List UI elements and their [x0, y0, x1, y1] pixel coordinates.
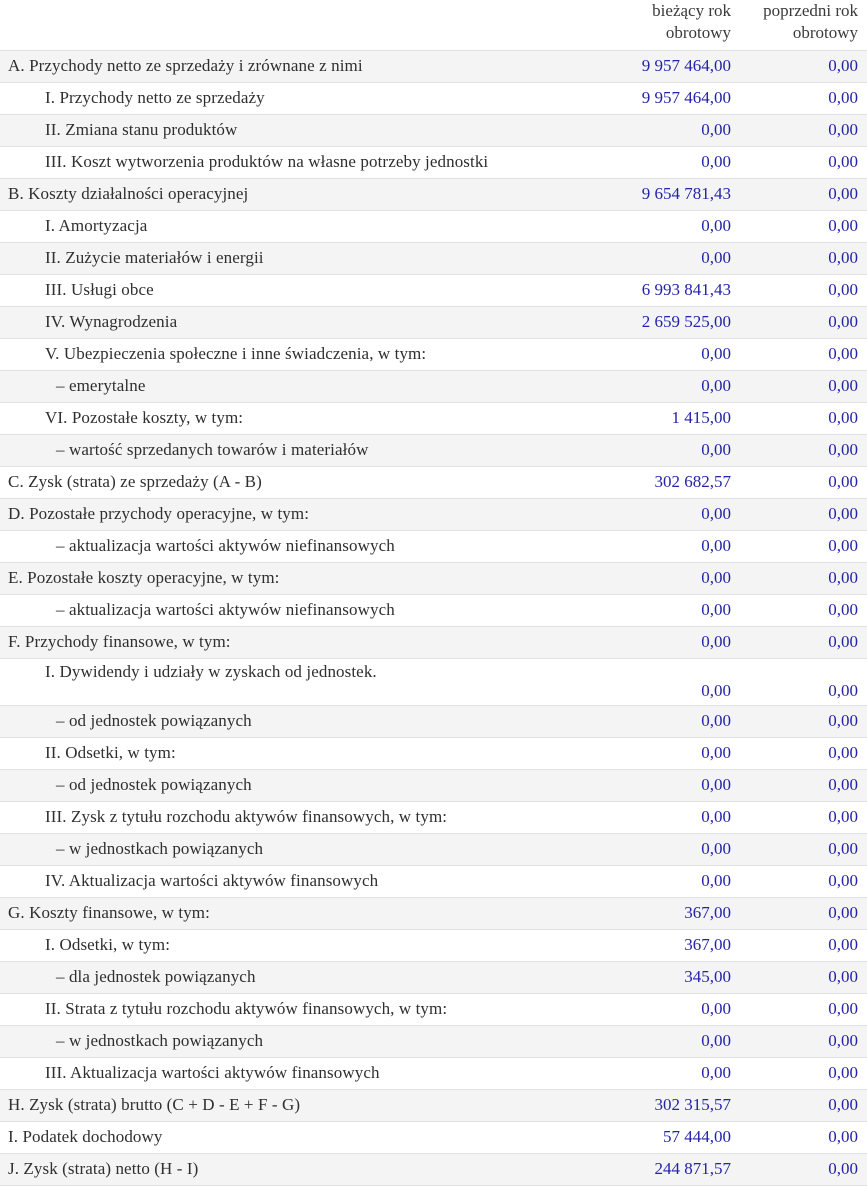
table-row — [0, 1121, 867, 1153]
row-value-previous-year: 0,00 — [828, 184, 858, 203]
table-row — [0, 769, 867, 801]
row-label: I. Dywidendy i udziały w zyskach od jednostek. — [45, 661, 377, 681]
table-row — [0, 1153, 867, 1185]
row-value-current-year: 0,00 — [701, 743, 731, 762]
row-value-current-year: 302 682,57 — [654, 472, 731, 491]
row-label: – emerytalne — [56, 376, 146, 395]
row-value-previous-year: 0,00 — [828, 1063, 858, 1082]
row-label: A. Przychody netto ze sprzedaży i zrównane z nimi — [8, 56, 363, 75]
row-value-previous-year: 0,00 — [828, 216, 858, 235]
row-value-previous-year: 0,00 — [828, 632, 858, 651]
table-row — [0, 897, 867, 929]
row-value-current-year: 0,00 — [701, 711, 731, 730]
row-value-current-year: 0,00 — [701, 807, 731, 826]
row-value-previous-year: 0,00 — [828, 248, 858, 267]
row-value-previous-year: 0,00 — [828, 743, 858, 762]
row-value-current-year: 0,00 — [701, 999, 731, 1018]
row-value-current-year: 0,00 — [701, 775, 731, 794]
table-row — [0, 737, 867, 769]
row-label: III. Usługi obce — [45, 280, 154, 299]
row-label: IV. Aktualizacja wartości aktywów finansowych — [45, 871, 379, 890]
row-value-current-year: 0,00 — [701, 871, 731, 890]
row-value-current-year: 57 444,00 — [663, 1127, 731, 1146]
table-row — [0, 833, 867, 865]
table-row — [0, 178, 867, 210]
row-value-current-year: 0,00 — [701, 440, 731, 459]
row-value-previous-year: 0,00 — [828, 600, 858, 619]
row-label: V. Ubezpieczenia społeczne i inne świadczenia, w tym: — [45, 344, 427, 363]
row-label: I. Odsetki, w tym: — [45, 935, 171, 954]
table-row — [0, 1025, 867, 1057]
row-label: – aktualizacja wartości aktywów niefinansowych — [56, 600, 395, 619]
row-value-previous-year: 0,00 — [828, 1159, 858, 1178]
row-value-current-year: 9 957 464,00 — [641, 56, 731, 75]
header-current-year-line1: bieżący rok — [652, 1, 731, 20]
row-value-current-year: 367,00 — [684, 903, 731, 922]
row-value-current-year: 0,00 — [701, 344, 731, 363]
table-row — [0, 338, 867, 370]
row-label: IV. Wynagrodzenia — [45, 312, 178, 331]
row-label: II. Odsetki, w tym: — [45, 743, 176, 762]
row-value-previous-year: 0,00 — [828, 56, 858, 75]
row-value-current-year: 0,00 — [701, 376, 731, 395]
table-row — [0, 114, 867, 146]
row-label: I. Podatek dochodowy — [8, 1127, 163, 1146]
row-label: – aktualizacja wartości aktywów niefinansowych — [56, 536, 395, 555]
header-current-year-line2: obrotowy — [665, 22, 731, 42]
header-previous-year — [740, 0, 867, 50]
table-row — [0, 626, 867, 658]
header-previous-year-line2: obrotowy — [792, 22, 858, 42]
table-row — [0, 1057, 867, 1089]
row-value-current-year: 0,00 — [701, 536, 731, 555]
table-row — [0, 242, 867, 274]
row-value-previous-year: 0,00 — [828, 1031, 858, 1050]
row-value-previous-year: 0,00 — [828, 807, 858, 826]
row-value-previous-year: 0,00 — [828, 839, 858, 858]
row-value-previous-year: 0,00 — [828, 504, 858, 523]
row-value-current-year: 2 659 525,00 — [641, 312, 731, 331]
row-label: VI. Pozostałe koszty, w tym: — [45, 408, 244, 427]
row-label: H. Zysk (strata) brutto (C + D - E + F - G) — [8, 1095, 301, 1114]
row-label: I. Przychody netto ze sprzedaży — [45, 88, 265, 107]
row-value-previous-year: 0,00 — [828, 871, 858, 890]
row-label: – w jednostkach powiązanych — [56, 839, 264, 858]
row-value-current-year: 0,00 — [701, 1063, 731, 1082]
table-row — [0, 705, 867, 737]
table-row — [0, 274, 867, 306]
row-value-current-year: 0,00 — [701, 1031, 731, 1050]
row-label: B. Koszty działalności operacyjnej — [8, 184, 249, 203]
table-row — [0, 658, 867, 705]
row-value-current-year: 0,00 — [701, 600, 731, 619]
row-label: G. Koszty finansowe, w tym: — [8, 903, 210, 922]
row-label: II. Zmiana stanu produktów — [45, 120, 238, 139]
header-label-column — [0, 0, 610, 50]
table-row — [0, 402, 867, 434]
table-row — [0, 498, 867, 530]
row-value-current-year: 0,00 — [701, 120, 731, 139]
row-label: III. Koszt wytworzenia produktów na własne potrzeby jednostki — [45, 152, 489, 171]
row-label: – w jednostkach powiązanych — [56, 1031, 264, 1050]
row-value-previous-year: 0,00 — [828, 312, 858, 331]
row-value-current-year: 0,00 — [701, 632, 731, 651]
table-row — [0, 801, 867, 833]
row-value-current-year: 345,00 — [684, 967, 731, 986]
row-value-previous-year: 0,00 — [828, 568, 858, 587]
row-value-current-year: 9 654 781,43 — [641, 184, 731, 203]
row-label: E. Pozostałe koszty operacyjne, w tym: — [8, 568, 280, 587]
table-row — [0, 993, 867, 1025]
table-body — [0, 50, 867, 1185]
row-label: II. Zużycie materiałów i energii — [45, 248, 264, 267]
row-value-previous-year: 0,00 — [828, 472, 858, 491]
row-label: I. Amortyzacja — [45, 216, 148, 235]
row-value-previous-year: 0,00 — [828, 88, 858, 107]
table-row — [0, 865, 867, 897]
row-value-previous-year: 0,00 — [828, 903, 858, 922]
row-value-previous-year: 0,00 — [828, 935, 858, 954]
header-current-year — [610, 0, 740, 50]
row-value-current-year: 0,00 — [701, 839, 731, 858]
row-label: II. Strata z tytułu rozchodu aktywów finansowych, w tym: — [45, 999, 448, 1018]
table-row — [0, 594, 867, 626]
row-value-current-year: 0,00 — [701, 680, 731, 700]
row-value-previous-year: 0,00 — [828, 280, 858, 299]
table-row — [0, 466, 867, 498]
table-row — [0, 961, 867, 993]
table-row — [0, 50, 867, 82]
row-label: C. Zysk (strata) ze sprzedaży (A - B) — [8, 472, 262, 491]
table-row — [0, 370, 867, 402]
row-value-current-year: 302 315,57 — [654, 1095, 731, 1114]
table-row — [0, 562, 867, 594]
row-label: J. Zysk (strata) netto (H - I) — [8, 1159, 199, 1178]
row-value-current-year: 0,00 — [701, 152, 731, 171]
row-label: D. Pozostałe przychody operacyjne, w tym: — [8, 504, 310, 523]
table-row — [0, 306, 867, 338]
row-label: III. Zysk z tytułu rozchodu aktywów finansowych, w tym: — [45, 807, 448, 826]
row-value-previous-year: 0,00 — [828, 120, 858, 139]
row-value-current-year: 6 993 841,43 — [641, 280, 731, 299]
row-value-current-year: 244 871,57 — [654, 1159, 731, 1178]
row-value-current-year: 0,00 — [701, 568, 731, 587]
row-label: – od jednostek powiązanych — [56, 711, 252, 730]
table-row — [0, 530, 867, 562]
table-row — [0, 82, 867, 114]
header-previous-year-line1: poprzedni rok — [763, 1, 858, 20]
row-value-current-year: 0,00 — [701, 216, 731, 235]
table-row — [0, 929, 867, 961]
row-label: – wartość sprzedanych towarów i materiałów — [56, 440, 369, 459]
row-value-previous-year: 0,00 — [828, 680, 858, 700]
row-value-previous-year: 0,00 — [828, 1127, 858, 1146]
row-label: F. Przychody finansowe, w tym: — [8, 632, 231, 651]
row-value-current-year: 1 415,00 — [671, 408, 731, 427]
row-value-previous-year: 0,00 — [828, 152, 858, 171]
table-row — [0, 146, 867, 178]
row-value-previous-year: 0,00 — [828, 967, 858, 986]
table-row — [0, 1089, 867, 1121]
row-value-current-year: 9 957 464,00 — [641, 88, 731, 107]
row-label: III. Aktualizacja wartości aktywów finansowych — [45, 1063, 380, 1082]
row-value-previous-year: 0,00 — [828, 999, 858, 1018]
row-value-previous-year: 0,00 — [828, 536, 858, 555]
table-row — [0, 434, 867, 466]
row-value-previous-year: 0,00 — [828, 440, 858, 459]
table-row — [0, 210, 867, 242]
row-value-previous-year: 0,00 — [828, 408, 858, 427]
table-header — [0, 0, 867, 50]
row-value-current-year: 0,00 — [701, 504, 731, 523]
row-value-previous-year: 0,00 — [828, 376, 858, 395]
row-value-previous-year: 0,00 — [828, 1095, 858, 1114]
row-label: – dla jednostek powiązanych — [56, 967, 256, 986]
row-value-previous-year: 0,00 — [828, 711, 858, 730]
header-row — [0, 0, 867, 50]
row-value-previous-year: 0,00 — [828, 775, 858, 794]
row-value-current-year: 367,00 — [684, 935, 731, 954]
row-value-previous-year: 0,00 — [828, 344, 858, 363]
row-value-current-year: 0,00 — [701, 248, 731, 267]
row-label: – od jednostek powiązanych — [56, 775, 252, 794]
